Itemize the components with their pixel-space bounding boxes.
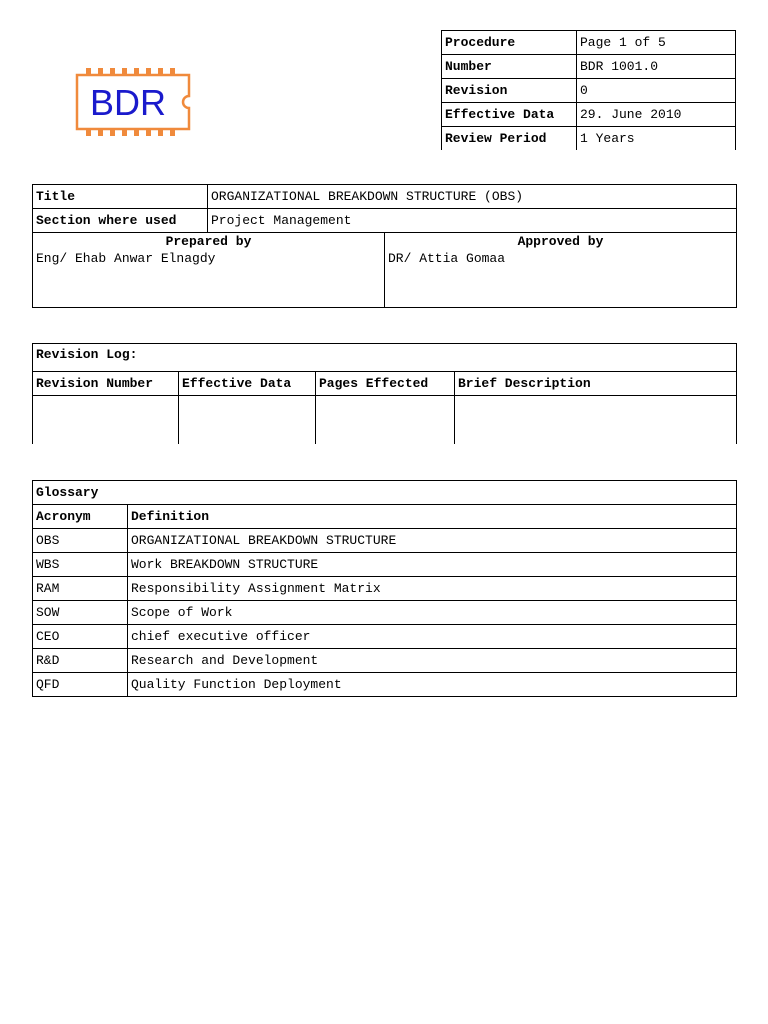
revision-cell <box>33 396 179 445</box>
glossary-row <box>33 649 737 673</box>
col-definition: Definition <box>128 505 737 529</box>
info-value: BDR 1001.0 <box>577 55 736 79</box>
info-key: Review Period <box>442 127 577 151</box>
glossary-definition: Work BREAKDOWN STRUCTURE <box>128 553 737 577</box>
prepared-by-name: Eng/ Ehab Anwar Elnagdy <box>36 251 216 266</box>
info-key: Number <box>442 55 577 79</box>
glossary-table <box>32 480 737 697</box>
glossary-heading: Glossary <box>33 481 737 505</box>
glossary-definition: Responsibility Assignment Matrix <box>128 577 737 601</box>
info-value: Page 1 of 5 <box>577 31 736 55</box>
glossary-row <box>33 673 737 697</box>
info-value: 29. June 2010 <box>577 103 736 127</box>
glossary-acronym: QFD <box>33 673 128 697</box>
col-effective-data: Effective Data <box>179 372 316 396</box>
procedure-info-table <box>441 30 736 150</box>
glossary-acronym: OBS <box>33 529 128 553</box>
glossary-acronym: R&D <box>33 649 128 673</box>
prepared-by-label: Prepared by <box>165 234 252 249</box>
revision-cell <box>179 396 316 445</box>
glossary-acronym: SOW <box>33 601 128 625</box>
approved-by-label: Approved by <box>517 234 604 249</box>
col-brief-description: Brief Description <box>455 372 737 396</box>
revision-log-table <box>32 343 737 444</box>
glossary-acronym: WBS <box>33 553 128 577</box>
section-label: Section where used <box>33 209 208 233</box>
logo-text: BDR <box>90 82 167 123</box>
glossary-definition: Scope of Work <box>128 601 737 625</box>
glossary-definition: Quality Function Deployment <box>128 673 737 697</box>
glossary-definition: Research and Development <box>128 649 737 673</box>
prepared-by-cell <box>33 233 385 308</box>
glossary-definition: chief executive officer <box>128 625 737 649</box>
info-value: 1 Years <box>577 127 736 151</box>
glossary-row <box>33 529 737 553</box>
glossary-acronym: CEO <box>33 625 128 649</box>
info-key: Procedure <box>442 31 577 55</box>
revision-log-heading: Revision Log: <box>33 344 737 372</box>
glossary-row <box>33 601 737 625</box>
glossary-row <box>33 577 737 601</box>
glossary-acronym: RAM <box>33 577 128 601</box>
title-label: Title <box>33 185 208 209</box>
col-pages-effected: Pages Effected <box>316 372 455 396</box>
info-row <box>442 31 736 55</box>
bdr-logo <box>74 66 194 138</box>
col-revision-number: Revision Number <box>33 372 179 396</box>
col-acronym: Acronym <box>33 505 128 529</box>
info-row <box>442 103 736 127</box>
title-block-table <box>32 184 737 308</box>
section-value: Project Management <box>208 209 737 233</box>
info-row <box>442 79 736 103</box>
revision-cell <box>316 396 455 445</box>
approved-by-name: DR/ Attia Gomaa <box>388 251 506 266</box>
glossary-row <box>33 625 737 649</box>
info-key: Revision <box>442 79 577 103</box>
title-value: ORGANIZATIONAL BREAKDOWN STRUCTURE (OBS) <box>208 185 737 209</box>
glossary-definition: ORGANIZATIONAL BREAKDOWN STRUCTURE <box>128 529 737 553</box>
revision-cell <box>455 396 737 445</box>
approved-by-cell <box>385 233 737 308</box>
info-key: Effective Data <box>442 103 577 127</box>
info-row <box>442 55 736 79</box>
glossary-row <box>33 553 737 577</box>
info-row <box>442 127 736 151</box>
info-value: 0 <box>577 79 736 103</box>
